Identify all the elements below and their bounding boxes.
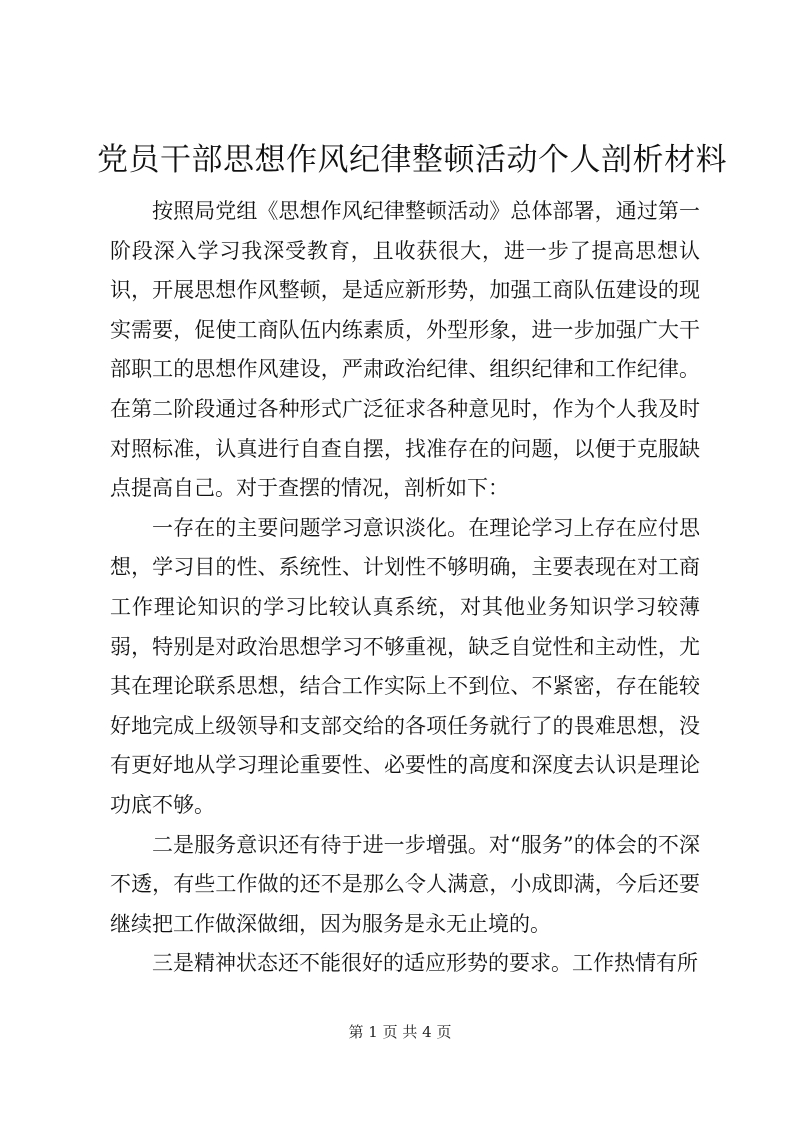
page-number-footer: 第 1 页 共 4 页 <box>348 1023 452 1041</box>
paragraph-problem-3: 三是精神状态还不能很好的适应形势的要求。工作热情有所 <box>152 951 698 976</box>
paragraph-problem-1: 一存在的主要问题学习意识淡化。在理论学习上存在应付思想，学习目的性、系统性、计划性不够明确，主要表现在对工商工作理论知识的学习比较认真系统，对其他业务知识学习较薄弱，特别是对政治思想学习不够重视，缺乏自觉性和主动性，尤其在理论联系思想，结合工作实际上不到位、不紧密，存在能较好地完成上级领导和支部交给的各项任务就行了的畏难思想，没有更好地从学习理论重要性、必要性的高度和深度去认识是理论功底不够。 <box>110 515 700 817</box>
paragraph-intro: 按照局党组《思想作风纪律整顿活动》总体部署，通过第一阶段深入学习我深受教育，且收获很大，进一步了提高思想认识，开展思想作风整顿，是适应新形势，加强工商队伍建设的现实需要，促使工商队伍内练素质，外型形象，进一步加强广大干部职工的思想作风建设，严肃政治纪律、组织纪律和工作纪律。在第二阶段通过各种形式广泛征求各种意见时，作为个人我及时对照标准，认真进行自查自摆，找准存在的问题，以便于克服缺点提高自己。对于查摆的情况，剖析如下： <box>110 199 700 501</box>
paragraph-problem-2: 二是服务意识还有待于进一步增强。对“服务”的体会的不深不透，有些工作做的还不是那么令人满意，小成即满，今后还要继续把工作做深做细，因为服务是永无止境的。 <box>110 832 700 936</box>
document-title: 党员干部思想作风纪律整顿活动个人剖析材料 <box>97 142 727 178</box>
document-body <box>110 192 700 984</box>
